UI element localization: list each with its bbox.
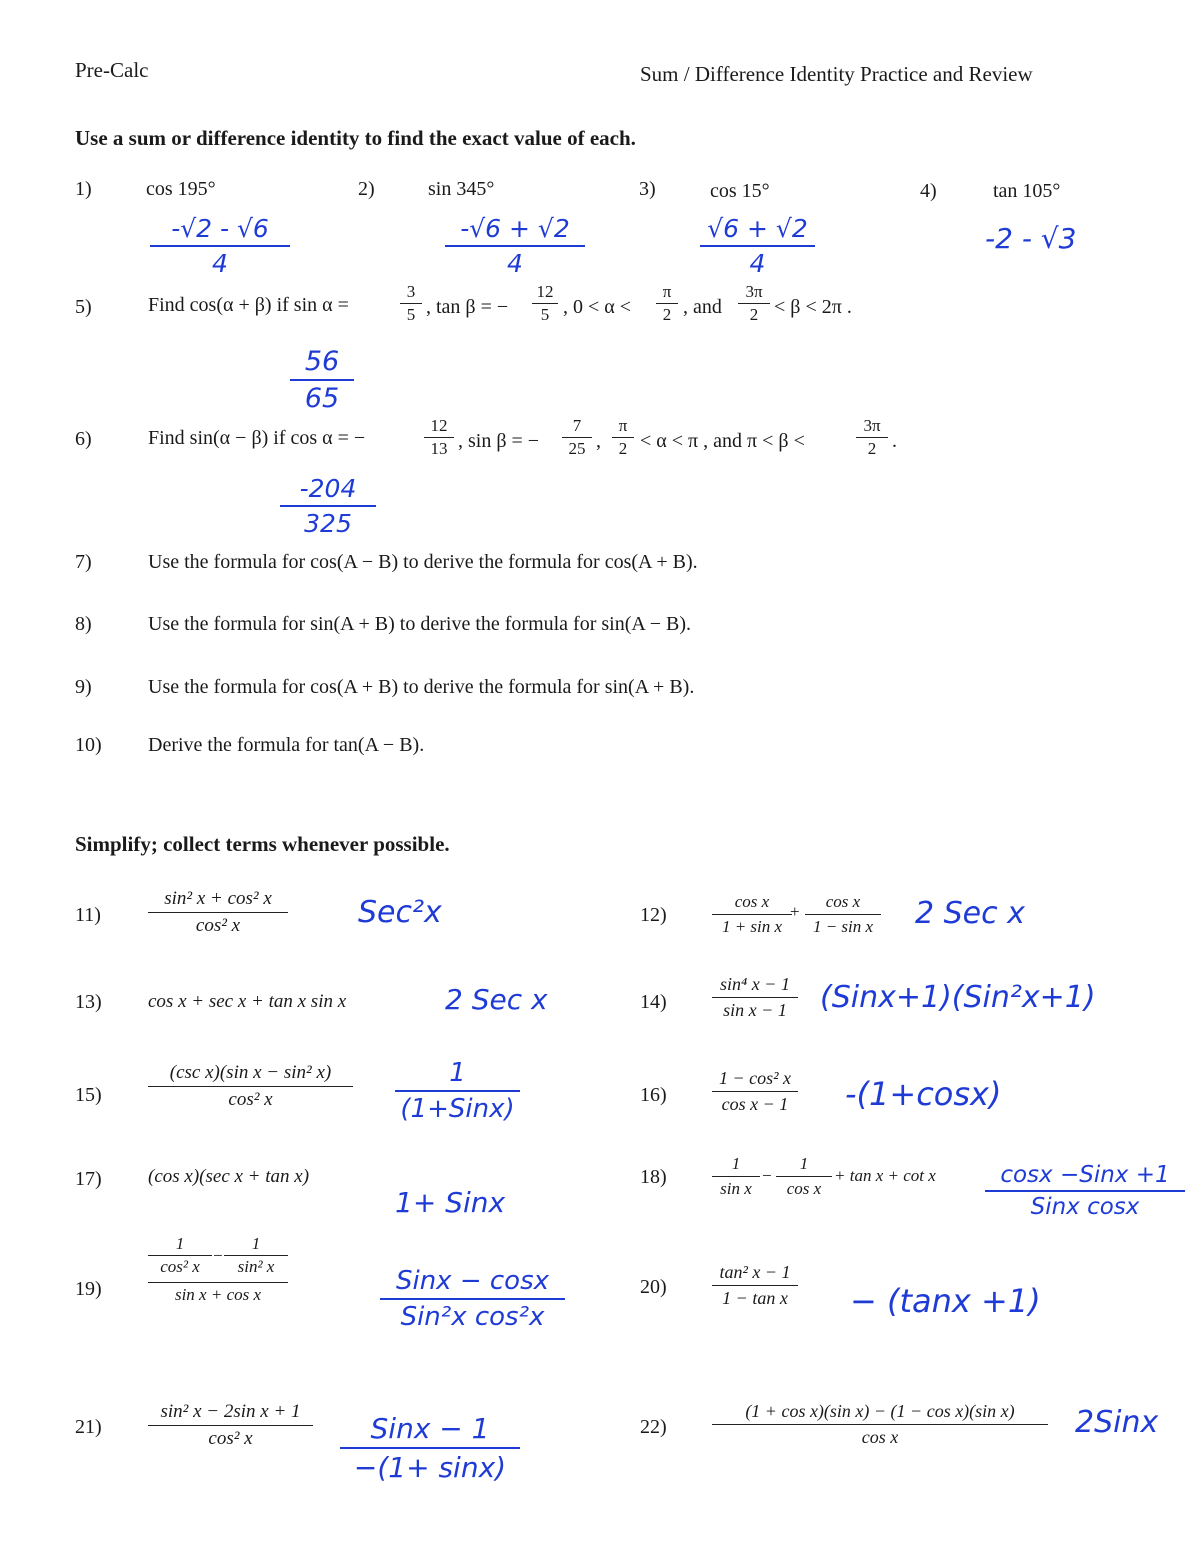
problem-fraction: 1 sin² x (224, 1234, 288, 1277)
problem-fraction: 1 − cos² x cos x − 1 (712, 1068, 798, 1115)
handwritten-answer: √6 + √2 4 (700, 214, 815, 278)
problem-fraction: 1 sin x (712, 1154, 760, 1199)
handwritten-answer: 56 65 (290, 346, 354, 414)
problem-expression: tan 105° (993, 180, 1061, 202)
handwritten-answer: 2 Sec x (915, 896, 1025, 931)
operator: − (762, 1166, 772, 1185)
problem-text: Find cos(α + β) if sin α = (148, 294, 349, 316)
problem-text: Use the formula for cos(A + B) to derive the formula for sin(A + B). (148, 676, 695, 698)
problem-number: 22) (640, 1416, 667, 1438)
problem-text: + tan x + cot x (834, 1166, 936, 1185)
problem-number: 20) (640, 1276, 667, 1298)
fraction: 3π 2 (856, 416, 888, 459)
problem-number: 1) (75, 178, 92, 200)
problem-expression: sin 345° (428, 178, 495, 200)
problem-text: . (892, 430, 897, 452)
handwritten-answer: cosx −Sinx +1 Sinx cosx (985, 1162, 1185, 1220)
problem-number: 9) (75, 676, 92, 698)
problem-number: 13) (75, 991, 102, 1013)
handwritten-answer: 2 Sec x (445, 983, 548, 1016)
problem-number: 21) (75, 1416, 102, 1438)
problem-fraction: tan² x − 1 1 − tan x (712, 1262, 798, 1309)
handwritten-answer: (Sinx+1)(Sin²x+1) (820, 980, 1096, 1015)
problem-number: 10) (75, 734, 102, 756)
problem-fraction: sin⁴ x − 1 sin x − 1 (712, 974, 798, 1021)
problem-text: , 0 < α < (563, 296, 632, 318)
problem-text: , and (683, 296, 722, 318)
handwritten-answer: Sinx − cosx Sin²x cos²x (380, 1266, 565, 1332)
problem-expression: (cos x)(sec x + tan x) (148, 1166, 310, 1187)
problem-text: < β < 2π . (774, 296, 852, 318)
worksheet-title: Sum / Difference Identity Practice and Review (640, 62, 1033, 86)
problem-fraction: 1 cos² x (148, 1234, 212, 1277)
problem-text: Find sin(α − β) if cos α = − (148, 427, 366, 449)
handwritten-answer: -2 - √3 (985, 222, 1077, 255)
problem-number: 5) (75, 296, 92, 318)
handwritten-answer: Sinx − 1 −(1+ sinx) (340, 1412, 520, 1484)
problem-number: 6) (75, 428, 92, 450)
section2-instruction: Simplify; collect terms whenever possible. (75, 832, 450, 856)
problem-fraction: 1 cos x (776, 1154, 832, 1199)
handwritten-answer: 2Sinx (1075, 1405, 1159, 1440)
handwritten-answer: -204 325 (280, 474, 376, 538)
problem-fraction: (1 + cos x)(sin x) − (1 − cos x)(sin x) cos x (712, 1401, 1048, 1448)
problem-number: 15) (75, 1084, 102, 1106)
problem-number: 19) (75, 1278, 102, 1300)
problem-number: 3) (639, 178, 656, 200)
problem-number: 17) (75, 1168, 102, 1190)
problem-text: < α < π , and π < β < (640, 430, 805, 452)
handwritten-answer: 1+ Sinx (395, 1186, 506, 1219)
handwritten-answer: − (tanx +1) (850, 1282, 1041, 1320)
problem-text: , tan β = − (426, 296, 509, 318)
problem-fraction: (csc x)(sin x − sin² x) cos² x (148, 1062, 353, 1111)
section1-instruction: Use a sum or difference identity to find the exact value of each. (75, 126, 636, 150)
problem-text: , (596, 430, 601, 452)
handwritten-answer: 1 (1+Sinx) (395, 1058, 520, 1124)
problem-number: 14) (640, 991, 667, 1013)
problem-fraction: sin² x + cos² x cos² x (148, 888, 288, 937)
fraction: 3 5 (400, 282, 422, 325)
course-name: Pre-Calc (75, 58, 149, 82)
handwritten-answer: -√6 + √2 4 (445, 214, 585, 278)
problem-number: 7) (75, 551, 92, 573)
problem-text: Use the formula for sin(A + B) to derive the formula for sin(A − B). (148, 613, 691, 635)
operator: − (212, 1246, 224, 1265)
problem-fraction: cos x 1 + sin x (712, 892, 792, 937)
problem-text: Use the formula for cos(A − B) to derive the formula for cos(A + B). (148, 551, 698, 573)
problem-expression: cos x + sec x + tan x sin x (148, 991, 347, 1012)
problem-fraction: cos x 1 − sin x (805, 892, 881, 937)
problem-number: 18) (640, 1166, 667, 1188)
problem-text: , sin β = − (458, 430, 540, 452)
operator: + (790, 902, 800, 921)
fraction: 7 25 (562, 416, 592, 459)
problem-number: 11) (75, 904, 101, 926)
problem-number: 16) (640, 1084, 667, 1106)
fraction: 12 5 (532, 282, 558, 325)
fraction: 3π 2 (738, 282, 770, 325)
problem-expression: cos 15° (710, 180, 770, 202)
problem-number: 4) (920, 180, 937, 202)
problem-expression: cos 195° (146, 178, 216, 200)
problem-number: 8) (75, 613, 92, 635)
problem-number: 12) (640, 904, 667, 926)
problem-number: 2) (358, 178, 375, 200)
compound-numerator (148, 1234, 288, 1280)
handwritten-answer: -√2 - √6 4 (150, 214, 290, 278)
problem-complex-fraction: 1 cos² x − 1 sin² x sin x + cos x (148, 1234, 288, 1305)
fraction: π 2 (656, 282, 678, 325)
handwritten-answer: -(1+cosx) (845, 1075, 1002, 1113)
fraction: 12 13 (424, 416, 454, 459)
handwritten-answer: Sec²x (358, 895, 442, 930)
problem-text: Derive the formula for tan(A − B). (148, 734, 425, 756)
problem-fraction: sin² x − 2sin x + 1 cos² x (148, 1401, 313, 1450)
fraction: π 2 (612, 416, 634, 459)
